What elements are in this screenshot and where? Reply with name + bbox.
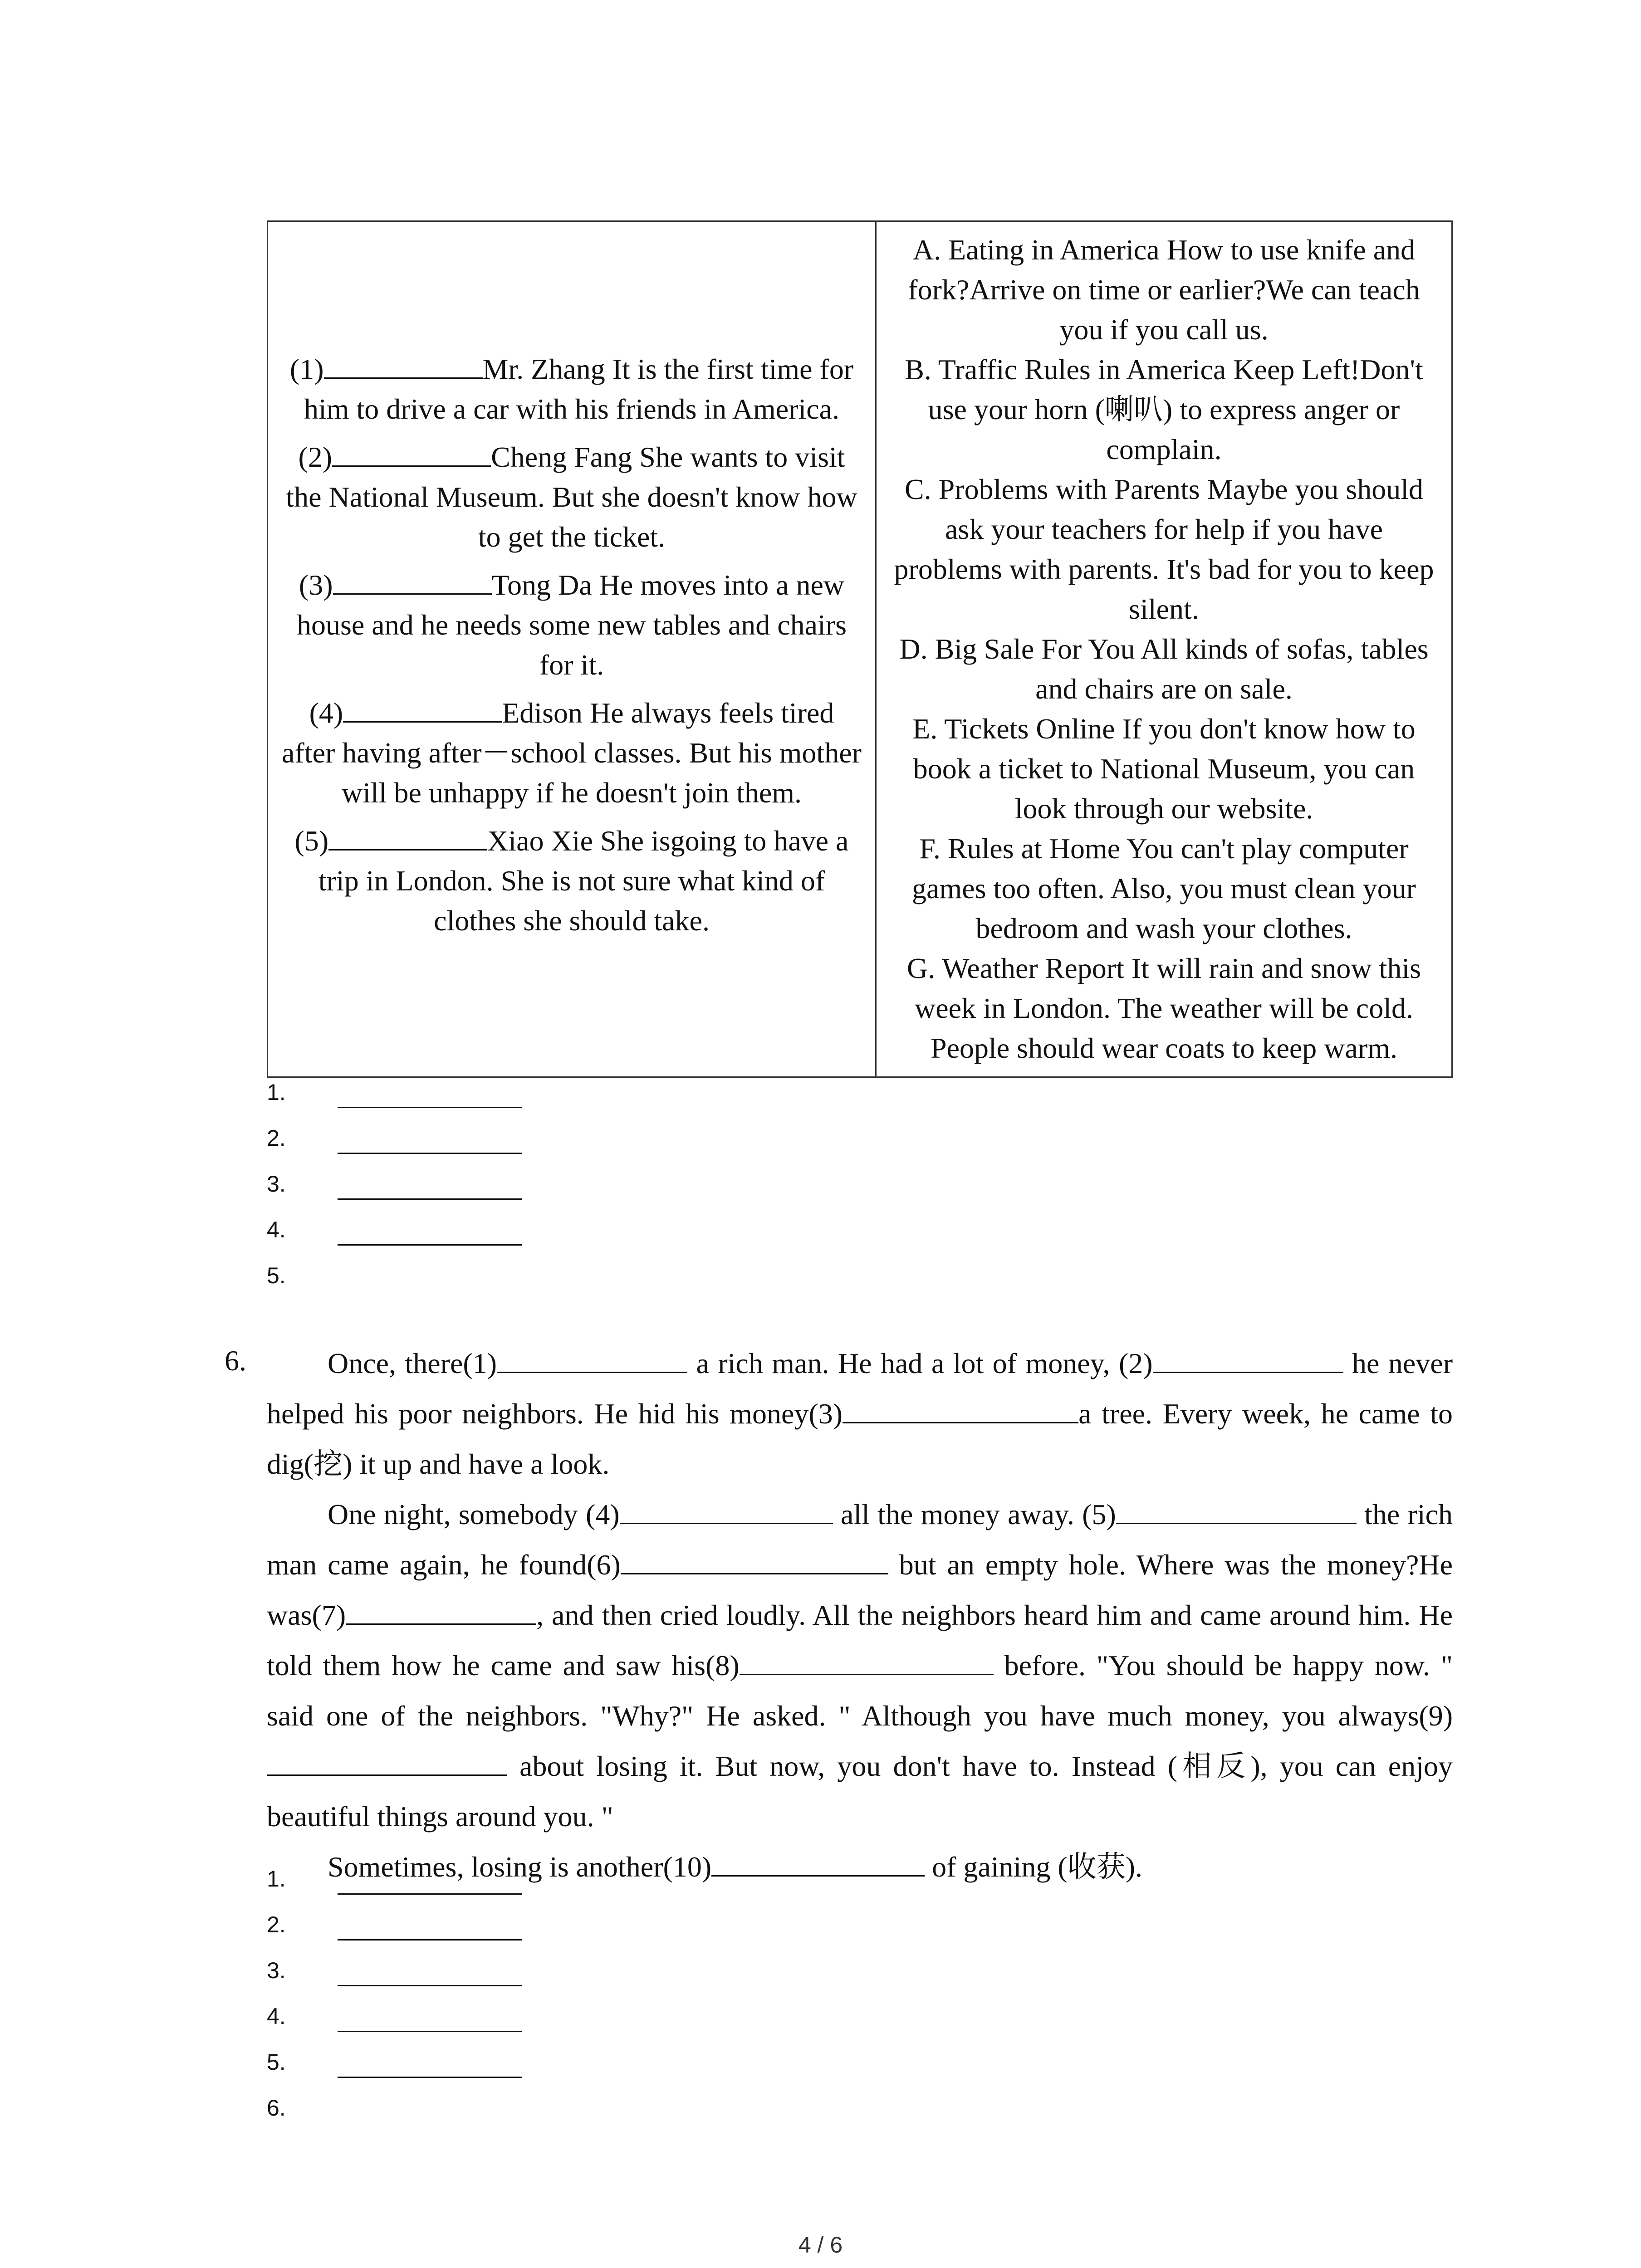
- passage-paragraph-3: [267, 1842, 1453, 1892]
- passage-paragraph-1: [267, 1338, 1453, 1489]
- gap-4[interactable]: [620, 1495, 833, 1524]
- person-text: Xiao Xie She isgoing to have a trip in London. She is not sure what kind of clothes she should take.: [318, 825, 849, 937]
- option-d: D. Big Sale For You All kinds of sofas, tables and chairs are on sale.: [899, 633, 1429, 705]
- answer-number: 4.: [267, 2004, 286, 2029]
- item-number: (4): [309, 697, 343, 729]
- gap-10[interactable]: [711, 1847, 925, 1877]
- options-column: [876, 221, 1452, 1077]
- item-number: (1): [289, 353, 324, 385]
- answer-line[interactable]: [338, 1107, 522, 1108]
- item-number: (3): [299, 569, 333, 601]
- passage-text: , and then cried loudly. All the neighbors heard him and came around him. He told them how he came and saw his(8): [267, 1599, 1453, 1681]
- answer-line[interactable]: [338, 1198, 522, 1200]
- gap-7[interactable]: [346, 1595, 536, 1625]
- passage-text: a tree. Every week, he came to dig(挖) it up and have a look.: [267, 1398, 1453, 1480]
- passage-text: the rich man came again, he found(6): [267, 1498, 1453, 1581]
- answer-number: 4.: [267, 1217, 286, 1242]
- answer-line[interactable]: [338, 1244, 522, 1246]
- option-a: A. Eating in America How to use knife and fork?Arrive on time or earlier?We can teach you if you call us.: [908, 234, 1420, 346]
- answer-number: 1.: [267, 1080, 286, 1105]
- answer-blank[interactable]: [328, 823, 487, 850]
- answer-blank[interactable]: [324, 351, 483, 379]
- answer-line[interactable]: [338, 2077, 522, 2078]
- page-number: 4 / 6: [798, 2232, 843, 2258]
- passage-text: Once, there(1): [328, 1347, 497, 1379]
- question-number: 6.: [225, 1344, 246, 1377]
- gap-2[interactable]: [1153, 1344, 1343, 1373]
- answer-line[interactable]: [338, 1939, 522, 1941]
- passage-text: a rich man. He had a lot of money, (2): [687, 1347, 1153, 1379]
- people-column: [268, 221, 876, 1077]
- answer-blank[interactable]: [333, 567, 492, 595]
- person-text: Tong Da He moves into a new house and he needs some new tables and chairs for it.: [296, 569, 847, 681]
- option-b: B. Traffic Rules in America Keep Left!Don't use your horn (喇叭) to express anger or complain.: [905, 353, 1423, 465]
- gap-6[interactable]: [621, 1545, 888, 1574]
- passage-text: all the money away. (5): [833, 1498, 1116, 1530]
- person-item: [279, 821, 864, 941]
- answer-number: 3.: [267, 1958, 286, 1983]
- answer-number: 1.: [267, 1866, 286, 1892]
- option-f: F. Rules at Home You can't play computer games too often. Also, you must clean your bedroom and wash your clothes.: [912, 832, 1416, 944]
- passage-text: he never helped his poor neighbors. He hid his money(3): [267, 1347, 1453, 1430]
- answer-line[interactable]: [338, 1893, 522, 1895]
- option-e: E. Tickets Online If you don't know how to book a ticket to National Museum, you can look through our website.: [912, 713, 1416, 825]
- answer-number: 2.: [267, 1125, 286, 1151]
- answer-line[interactable]: [338, 1985, 522, 1986]
- passage-text: Sometimes, losing is another(10): [328, 1851, 712, 1883]
- answer-number: 2.: [267, 1912, 286, 1937]
- passage-text: but an empty hole. Where was the money?He was(7): [267, 1549, 1453, 1631]
- gap-1[interactable]: [497, 1344, 687, 1373]
- gap-5[interactable]: [1116, 1495, 1357, 1524]
- person-item: [279, 437, 864, 557]
- person-item: [279, 565, 864, 685]
- answer-line[interactable]: [338, 2031, 522, 2032]
- gap-3[interactable]: [843, 1394, 1078, 1423]
- answer-number: 3.: [267, 1171, 286, 1197]
- person-item: [279, 693, 864, 813]
- answer-line[interactable]: [338, 1153, 522, 1154]
- passage-text: about losing it. But now, you don't have to. Instead (相反), you can enjoy beautiful things around you. ": [267, 1750, 1453, 1833]
- passage-text: of gaining (收获).: [925, 1851, 1143, 1883]
- gap-9[interactable]: [267, 1746, 507, 1776]
- gap-8[interactable]: [740, 1646, 994, 1675]
- person-text: Mr. Zhang It is the first time for him to drive a car with his friends in America.: [304, 353, 854, 425]
- answer-blank[interactable]: [332, 439, 491, 467]
- matching-table: [267, 220, 1453, 1078]
- answer-number: 6.: [267, 2095, 286, 2121]
- option-c: C. Problems with Parents Maybe you should ask your teachers for help if you have problems with parents. It's bad for you to keep silent.: [894, 473, 1434, 625]
- passage-paragraph-2: [267, 1489, 1453, 1842]
- item-number: (5): [294, 825, 329, 857]
- answer-number: 5.: [267, 2049, 286, 2075]
- passage-text: One night, somebody (4): [328, 1498, 620, 1530]
- option-g: G. Weather Report It will rain and snow this week in London. The weather will be cold. People should wear coats to keep warm.: [907, 952, 1421, 1064]
- answer-number: 5.: [267, 1263, 286, 1288]
- person-text: Cheng Fang She wants to visit the National Museum. But she doesn't know how to get the ticket.: [286, 441, 857, 553]
- person-text: Edison He always feels tired after having after－school classes. But his mother will be unhappy if he doesn't join them.: [282, 697, 862, 809]
- passage-text: before. "You should be happy now. " said one of the neighbors. "Why?" He asked. " Although you have much money, you always(9): [267, 1649, 1453, 1732]
- answer-blank[interactable]: [343, 695, 502, 723]
- item-number: (2): [298, 441, 333, 473]
- person-item: [279, 349, 864, 429]
- cloze-passage: [267, 1338, 1453, 1892]
